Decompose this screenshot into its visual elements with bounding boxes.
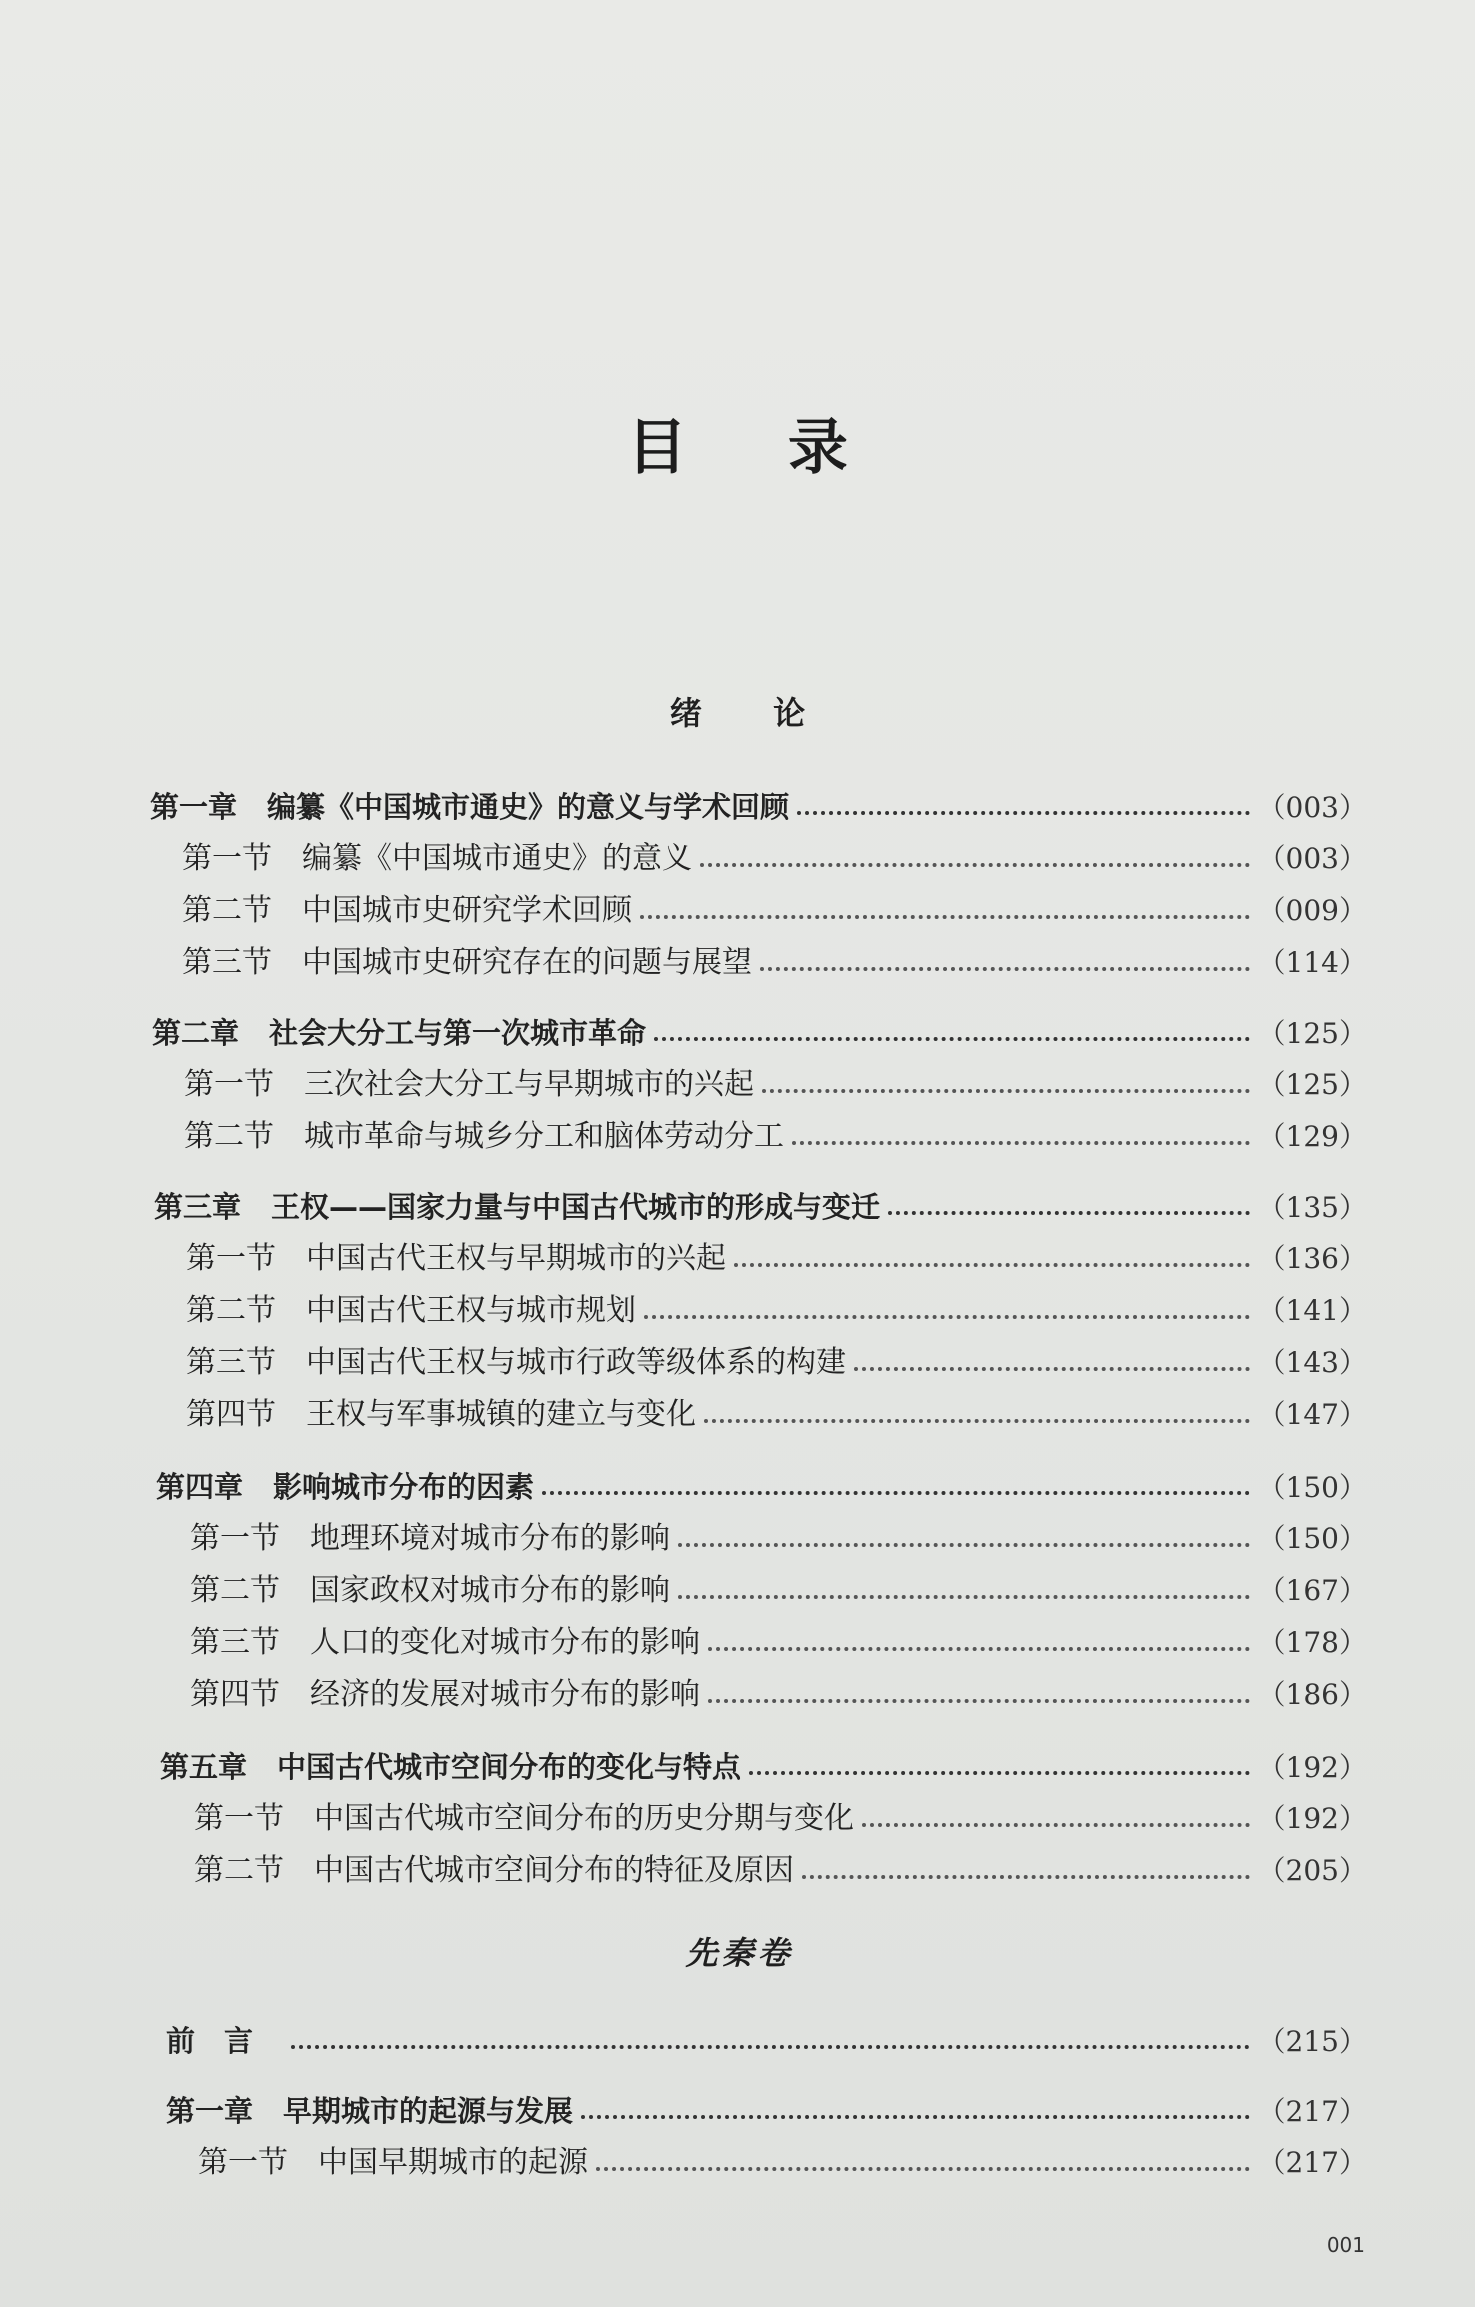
entry-number: 前 言 bbox=[166, 2024, 254, 2058]
entry-number: 第一节 bbox=[194, 1801, 284, 1836]
toc-entry-section[interactable] bbox=[184, 1060, 1367, 1110]
entry-number: 第三节 bbox=[186, 1345, 276, 1380]
entry-number: 第一节 bbox=[190, 1521, 280, 1556]
entry-page: （003） bbox=[1257, 842, 1367, 875]
dot-leader bbox=[678, 1543, 1250, 1547]
entry-number: 第一节 bbox=[198, 2145, 288, 2180]
dot-leader bbox=[708, 1647, 1250, 1651]
dot-leader bbox=[581, 2115, 1250, 2119]
dot-leader bbox=[542, 1491, 1250, 1495]
page-number: 001 bbox=[1326, 2233, 1365, 2257]
entry-page: （125） bbox=[1257, 1068, 1367, 1101]
dot-leader bbox=[291, 2045, 1250, 2049]
entry-number: 第四节 bbox=[186, 1397, 276, 1432]
entry-page: （215） bbox=[1257, 2025, 1367, 2058]
entry-number: 第三章 bbox=[154, 1190, 242, 1224]
entry-number: 第二节 bbox=[190, 1573, 280, 1608]
dot-leader bbox=[749, 1771, 1250, 1775]
entry-number: 第一节 bbox=[184, 1067, 274, 1102]
entry-number: 第二节 bbox=[186, 1293, 276, 1328]
toc-entry-chapter[interactable] bbox=[154, 1182, 1367, 1232]
toc-entry-section[interactable] bbox=[186, 1234, 1367, 1284]
entry-number: 第四节 bbox=[190, 1677, 280, 1712]
toc-entry-section[interactable] bbox=[186, 1390, 1367, 1440]
entry-title: 中国城市史研究学术回顾 bbox=[302, 893, 632, 928]
dot-leader bbox=[797, 811, 1250, 815]
entry-title: 中国城市史研究存在的问题与展望 bbox=[302, 945, 752, 980]
toc-entry-chapter[interactable] bbox=[166, 2086, 1367, 2136]
entry-page: （141） bbox=[1257, 1294, 1367, 1327]
toc-entry-section[interactable] bbox=[198, 2138, 1367, 2188]
entry-page: （186） bbox=[1257, 1678, 1367, 1711]
entry-page: （135） bbox=[1257, 1191, 1367, 1224]
entry-number: 第二节 bbox=[194, 1853, 284, 1888]
dot-leader bbox=[802, 1875, 1250, 1879]
entry-page: （003） bbox=[1257, 791, 1367, 824]
toc-entry-section[interactable] bbox=[190, 1618, 1367, 1668]
entry-title: 编纂《中国城市通史》的意义与学术回顾 bbox=[267, 790, 790, 824]
entry-page: （192） bbox=[1257, 1802, 1367, 1835]
part-heading-intro: 绪 论 bbox=[669, 694, 836, 732]
entry-title: 中国早期城市的起源 bbox=[318, 2145, 588, 2180]
entry-number: 第一章 bbox=[166, 2094, 254, 2128]
entry-number: 第一节 bbox=[182, 841, 272, 876]
entry-title: 王权与军事城镇的建立与变化 bbox=[306, 1397, 696, 1432]
entry-title: 三次社会大分工与早期城市的兴起 bbox=[304, 1067, 754, 1102]
toc-entry-section[interactable] bbox=[182, 886, 1367, 936]
dot-leader bbox=[760, 967, 1250, 971]
entry-number: 第二章 bbox=[152, 1016, 240, 1050]
toc-entry-section[interactable] bbox=[194, 1794, 1367, 1844]
toc-entry-chapter[interactable] bbox=[150, 782, 1367, 832]
toc-entry-preface[interactable] bbox=[166, 2016, 1367, 2066]
entry-title: 中国古代王权与城市行政等级体系的构建 bbox=[306, 1345, 846, 1380]
entry-title: 经济的发展对城市分布的影响 bbox=[310, 1677, 700, 1712]
entry-number: 第一章 bbox=[150, 790, 238, 824]
entry-title: 社会大分工与第一次城市革命 bbox=[269, 1016, 647, 1050]
toc-entry-section[interactable] bbox=[190, 1514, 1367, 1564]
entry-title: 地理环境对城市分布的影响 bbox=[310, 1521, 670, 1556]
entry-title: 编纂《中国城市通史》的意义 bbox=[302, 841, 692, 876]
entry-number: 第二节 bbox=[182, 893, 272, 928]
entry-page: （114） bbox=[1257, 946, 1367, 979]
toc-entry-section[interactable] bbox=[182, 834, 1367, 884]
entry-number: 第五章 bbox=[160, 1750, 248, 1784]
dot-leader bbox=[704, 1419, 1250, 1423]
entry-page: （205） bbox=[1257, 1854, 1367, 1887]
page-title: 目 录 bbox=[627, 413, 888, 483]
entry-title: 城市革命与城乡分工和脑体劳动分工 bbox=[304, 1119, 784, 1154]
entry-page: （167） bbox=[1257, 1574, 1367, 1607]
dot-leader bbox=[640, 915, 1250, 919]
entry-title: 中国古代王权与早期城市的兴起 bbox=[306, 1241, 726, 1276]
entry-number: 第四章 bbox=[156, 1470, 244, 1504]
entry-title: 国家政权对城市分布的影响 bbox=[310, 1573, 670, 1608]
toc-entry-section[interactable] bbox=[186, 1338, 1367, 1388]
part-heading-pre-qin: 先秦卷 bbox=[685, 1934, 794, 1972]
entry-page: （217） bbox=[1257, 2146, 1367, 2179]
entry-number: 第三节 bbox=[182, 945, 272, 980]
entry-page: （150） bbox=[1257, 1471, 1367, 1504]
entry-number: 第三节 bbox=[190, 1625, 280, 1660]
dot-leader bbox=[762, 1089, 1250, 1093]
entry-page: （136） bbox=[1257, 1242, 1367, 1275]
toc-entry-section[interactable] bbox=[184, 1112, 1367, 1162]
toc-entry-section[interactable] bbox=[190, 1670, 1367, 1720]
dot-leader bbox=[734, 1263, 1250, 1267]
dot-leader bbox=[596, 2167, 1250, 2171]
dot-leader bbox=[888, 1211, 1250, 1215]
toc-entry-section[interactable] bbox=[186, 1286, 1367, 1336]
dot-leader bbox=[654, 1037, 1250, 1041]
dot-leader bbox=[862, 1823, 1250, 1827]
entry-page: （129） bbox=[1257, 1120, 1367, 1153]
entry-title: 中国古代城市空间分布的特征及原因 bbox=[314, 1853, 794, 1888]
entry-page: （147） bbox=[1257, 1398, 1367, 1431]
toc-entry-chapter[interactable] bbox=[160, 1742, 1367, 1792]
entry-page: （143） bbox=[1257, 1346, 1367, 1379]
dot-leader bbox=[700, 863, 1250, 867]
entry-title: 人口的变化对城市分布的影响 bbox=[310, 1625, 700, 1660]
entry-page: （178） bbox=[1257, 1626, 1367, 1659]
entry-title: 中国古代王权与城市规划 bbox=[306, 1293, 636, 1328]
dot-leader bbox=[792, 1141, 1250, 1145]
entry-title: 早期城市的起源与发展 bbox=[283, 2094, 574, 2128]
toc-entry-chapter[interactable] bbox=[152, 1008, 1367, 1058]
dot-leader bbox=[854, 1367, 1250, 1371]
entry-number: 第一节 bbox=[186, 1241, 276, 1276]
entry-page: （150） bbox=[1257, 1522, 1367, 1555]
toc-entry-chapter[interactable] bbox=[156, 1462, 1367, 1512]
entry-page: （125） bbox=[1257, 1017, 1367, 1050]
entry-title: 中国古代城市空间分布的历史分期与变化 bbox=[314, 1801, 854, 1836]
entry-title: 中国古代城市空间分布的变化与特点 bbox=[277, 1750, 742, 1784]
entry-number: 第二节 bbox=[184, 1119, 274, 1154]
toc-entry-section[interactable] bbox=[194, 1846, 1367, 1896]
toc-entry-section[interactable] bbox=[190, 1566, 1367, 1616]
dot-leader bbox=[644, 1315, 1250, 1319]
toc-entry-section[interactable] bbox=[182, 938, 1367, 988]
entry-page: （009） bbox=[1257, 894, 1367, 927]
dot-leader bbox=[708, 1699, 1250, 1703]
dot-leader bbox=[678, 1595, 1250, 1599]
entry-title: 王权——国家力量与中国古代城市的形成与变迁 bbox=[271, 1190, 881, 1224]
entry-page: （217） bbox=[1257, 2095, 1367, 2128]
entry-title: 影响城市分布的因素 bbox=[273, 1470, 535, 1504]
entry-page: （192） bbox=[1257, 1751, 1367, 1784]
